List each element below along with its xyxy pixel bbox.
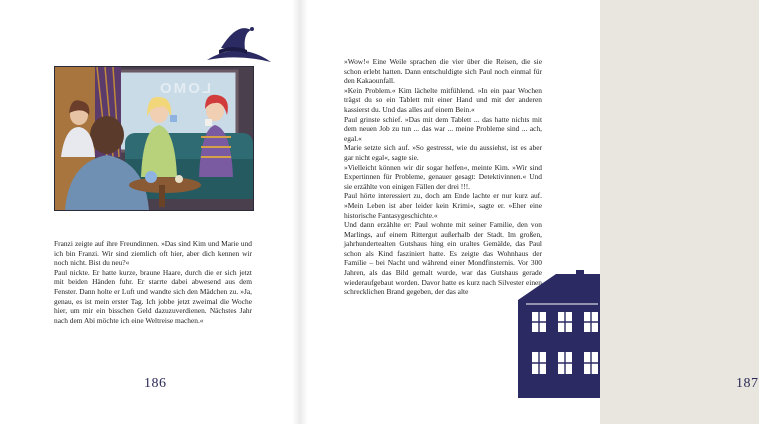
book-gutter [292, 0, 308, 424]
paragraph: »Wow!« Eine Weile sprachen die vier über die Reisen, die sie schon erlebt hatten. Dann entschuldigte sich Paul noch einmal für den Kakaounfall. [344, 57, 542, 86]
paragraph: Paul hörte interessiert zu, doch am Ende lachte er nur kurz auf. »Mein Leben ist aber leider kein Krimi«, sagte er. »Eher eine historische Fantasygeschichte.« [344, 191, 542, 220]
paragraph: Paul grinste schief. »Das mit dem Tablett ... das hatte nichts mit dem neuen Job zu tun ... das war ... meine Probleme sind ... ach, egal.« [344, 114, 542, 143]
witch-hat-icon [205, 20, 273, 78]
left-page [0, 0, 300, 424]
cafe-window-sign: LOMO [158, 80, 211, 97]
left-page-text [54, 239, 252, 325]
paragraph: Und dann erzählte er: Paul wohnte mit seiner Familie, den von Marlings, auf einem Rittergut außerhalb der Stadt. Im großen, jahrhundertealten Gutshaus hing ein uraltes Gemälde, das Paul schon als Kind fasziniert hatte. Es zeigte das Wohnhaus der Familie – bei Nacht und während einer Mondfinsternis. Vor 300 Jahren, als das Bild gemalt wurde, war das Gutshaus gerade wiederaufgebaut worden. Davor hatte es kurz nach Silvester einen schrecklichen Brand gegeben, der das alte [344, 220, 542, 297]
paragraph: Paul nickte. Er hatte kurze, braune Haare, durch die er sich jetzt mit beiden Händen fuhr. Er starrte dabei abwesend aus dem Fenster. Dann holte er Luft und wandte sich den Mädchen zu. »Ja, genau, es ist mein erster Tag. Ich jobbe jetzt zweimal die Woche hier, um mir ein bisschen Geld dazuzuverdienen. Nächstes Jahr nach dem Abi möchte ich eine Weltreise machen.« [54, 267, 252, 325]
paragraph: »Kein Problem.« Kim lächelte mitfühlend. »In ein paar Wochen trägst du so ein Tablett mit einer Hand und mit der anderen kassierst du. Und das alles auf einem Bein.« [344, 85, 542, 114]
paragraph: Franzi zeigte auf ihre Freundinnen. »Das sind Kim und Marie und ich bin Franzi. Wir sind ziemlich oft hier, aber dich kennen wir noch nicht. Bist du neu?« [54, 239, 252, 268]
cafe-illustration [54, 66, 254, 211]
manor-house-icon [512, 270, 600, 398]
paragraph: Marie setzte sich auf. »So gestresst, wie du aussiehst, ist es aber gar nicht egal«, sagte sie. [344, 143, 542, 162]
paragraph: »Vielleicht können wir dir sogar helfen«, meinte Kim. »Wir sind Expertinnen für Probleme, genauer gesagt: Detektivinnen.« Und sie erzählte von einigen Fällen der drei !!!. [344, 162, 542, 191]
right-page-text [344, 57, 542, 297]
page-number: 186 [144, 376, 167, 391]
page-number: 187 [736, 376, 759, 391]
